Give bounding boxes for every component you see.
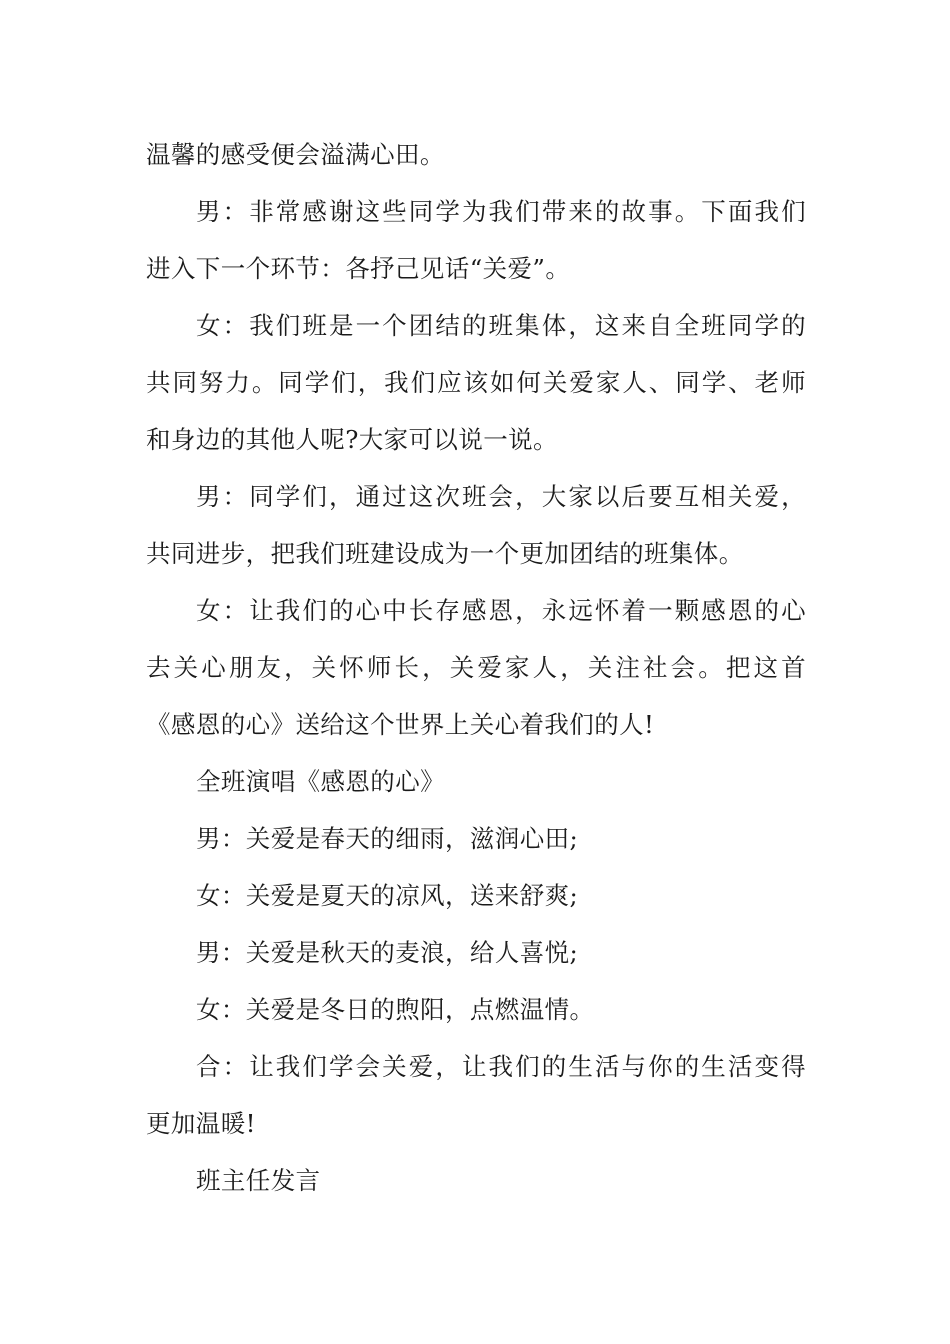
text-line: 温馨的感受便会溢满心田。 [146, 140, 445, 169]
text-line: 进入下一个环节：各抒己见话“关爱”。 [146, 254, 571, 283]
text-line: 男：非常感谢这些同学为我们带来的故事。下面我们 [196, 197, 806, 226]
text-line: 《感恩的心》送给这个世界上关心着我们的人! [146, 710, 655, 739]
text-line: 全班演唱《感恩的心》 [196, 767, 445, 796]
text-line: 去关心朋友，关怀师长，关爱家人，关注社会。把这首 [146, 653, 806, 682]
text-line: 女：关爱是冬日的煦阳，点燃温情。 [196, 995, 595, 1024]
text-line: 男：关爱是春天的细雨，滋润心田; [196, 824, 579, 853]
text-line: 班主任发言 [196, 1166, 321, 1195]
text-line: 女：关爱是夏天的凉风，送来舒爽; [196, 881, 579, 910]
text-line: 女：让我们的心中长存感恩，永远怀着一颗感恩的心 [196, 596, 806, 625]
text-line: 男：同学们，通过这次班会，大家以后要互相关爱， [196, 482, 806, 511]
text-line: 和身边的其他人呢?大家可以说一说。 [146, 425, 558, 454]
text-line: 男：关爱是秋天的麦浪，给人喜悦; [196, 938, 579, 967]
text-line: 合：让我们学会关爱，让我们的生活与你的生活变得 [196, 1052, 806, 1081]
text-line: 更加温暖! [146, 1109, 256, 1138]
text-line: 女：我们班是一个团结的班集体，这来自全班同学的 [196, 311, 806, 340]
document-body [146, 126, 806, 1209]
text-line: 共同进步，把我们班建设成为一个更加团结的班集体。 [146, 539, 744, 568]
text-line: 共同努力。同学们，我们应该如何关爱家人、同学、老师 [146, 368, 806, 397]
